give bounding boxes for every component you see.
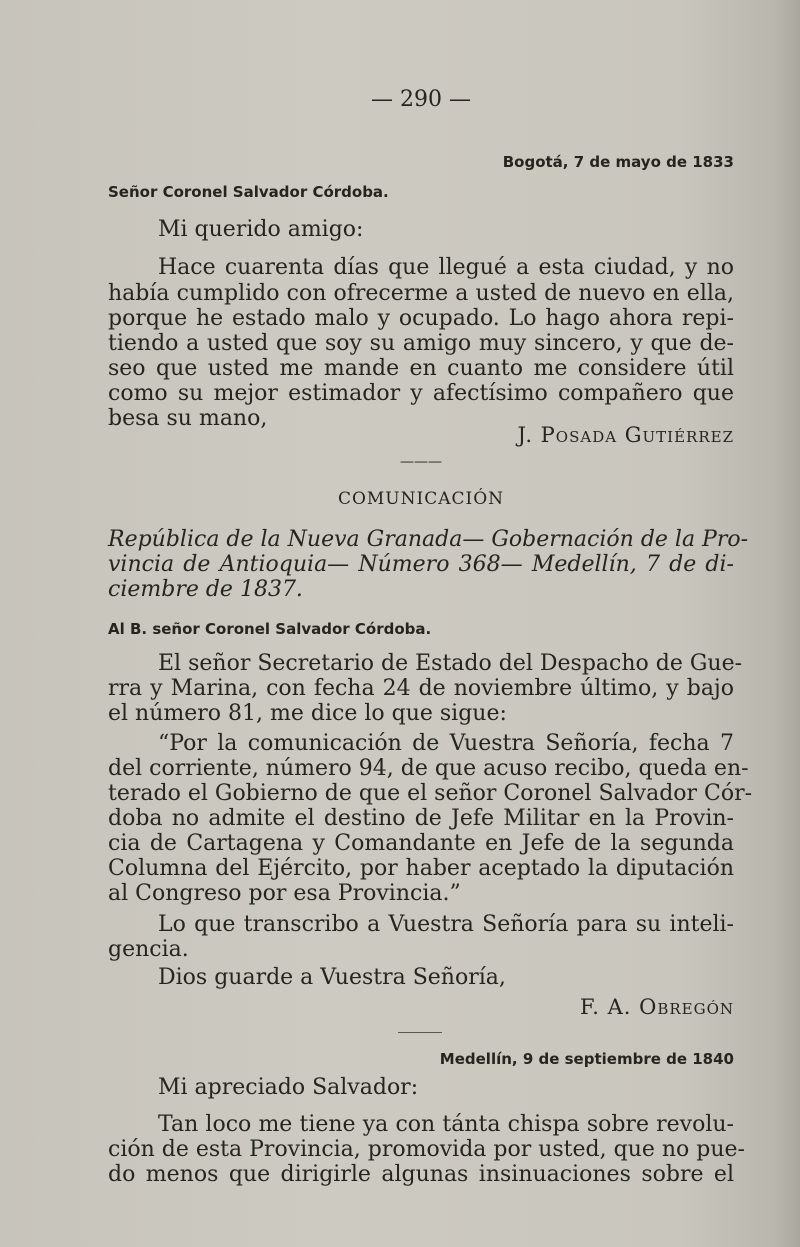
page-number: — 290 — (371, 87, 471, 112)
communication-body-line: Lo que transcribo a Vuestra Señoría para su inteli- (158, 912, 734, 937)
communication-body-line: al Congreso por esa Provincia.” (108, 881, 461, 906)
letter2-date: Medellín, 9 de septiembre de 1840 (439, 1050, 734, 1068)
letter2-salutation: Mi apreciado Salvador: (158, 1075, 419, 1100)
letter2-body-line: Tan loco me tiene ya con tánta chispa sobre revolu- (158, 1112, 734, 1137)
communication-body-line: el número 81, me dice lo que sigue: (108, 701, 507, 726)
communication-header-line: vincia de Antioquia— Número 368— Medellín, 7 de di- (108, 552, 734, 577)
letter1-body-line: Hace cuarenta días que llegué a esta ciudad, y no (158, 255, 734, 280)
letter1-body-line: había cumplido con ofrecerme a usted de nuevo en ella, (108, 281, 734, 306)
separator: ——— (400, 454, 442, 470)
letter1-salutation: Mi querido amigo: (158, 217, 364, 242)
letter1-body-line: como su mejor estimador y afectísimo compañero que (108, 381, 734, 406)
letter1-signature: J. Posada Gutiérrez (517, 423, 734, 447)
letter2-body-line: do menos que dirigirle algunas insinuaciones sobre el (108, 1162, 734, 1187)
communication-body-line: Dios guarde a Vuestra Señoría, (158, 965, 506, 990)
letter1-body-line: seo que usted me mande en cuanto me considere útil (108, 356, 734, 381)
letter1-body-line: porque he estado malo y ocupado. Lo hago ahora repi- (108, 306, 734, 331)
letter1-addressee: Señor Coronel Salvador Córdoba. (108, 183, 389, 201)
communication-body-line: Columna del Ejército, por haber aceptado la diputación (108, 856, 734, 881)
communication-body-line: del corriente, número 94, de que acuso recibo, queda en- (108, 756, 749, 781)
letter1-body-line: tiendo a usted que soy su amigo muy sincero, y que de- (108, 331, 734, 356)
communication-body-line: El señor Secretario de Estado del Despacho de Gue- (158, 651, 743, 676)
letter1-date: Bogotá, 7 de mayo de 1833 (502, 153, 734, 171)
communication-body-line: “Por la comunicación de Vuestra Señoría, fecha 7 (158, 731, 734, 756)
communication-body-line: rra y Marina, con fecha 24 de noviembre último, y bajo (108, 676, 734, 701)
communication-body-line: doba no admite el destino de Jefe Militar en la Provin- (108, 806, 734, 831)
communication-header-line: ciembre de 1837. (108, 577, 303, 602)
communication-signature: F. A. Obregón (579, 995, 734, 1019)
communication-heading: COMUNICACIÓN (337, 489, 505, 509)
communication-body-line: terado el Gobierno de que el señor Coronel Salvador Cór- (108, 781, 753, 806)
communication-body-line: cia de Cartagena y Comandante en Jefe de la segunda (108, 831, 734, 856)
letter1-body-line: besa su mano, (108, 406, 268, 431)
communication-addressee: Al B. señor Coronel Salvador Córdoba. (108, 620, 432, 638)
letter2-body-line: ción de esta Provincia, promovida por usted, que no pue- (108, 1137, 745, 1162)
communication-body-line: gencia. (108, 937, 189, 962)
communication-header-line: República de la Nueva Granada— Gobernación de la Pro- (108, 527, 749, 552)
separator-rule (398, 1032, 442, 1033)
